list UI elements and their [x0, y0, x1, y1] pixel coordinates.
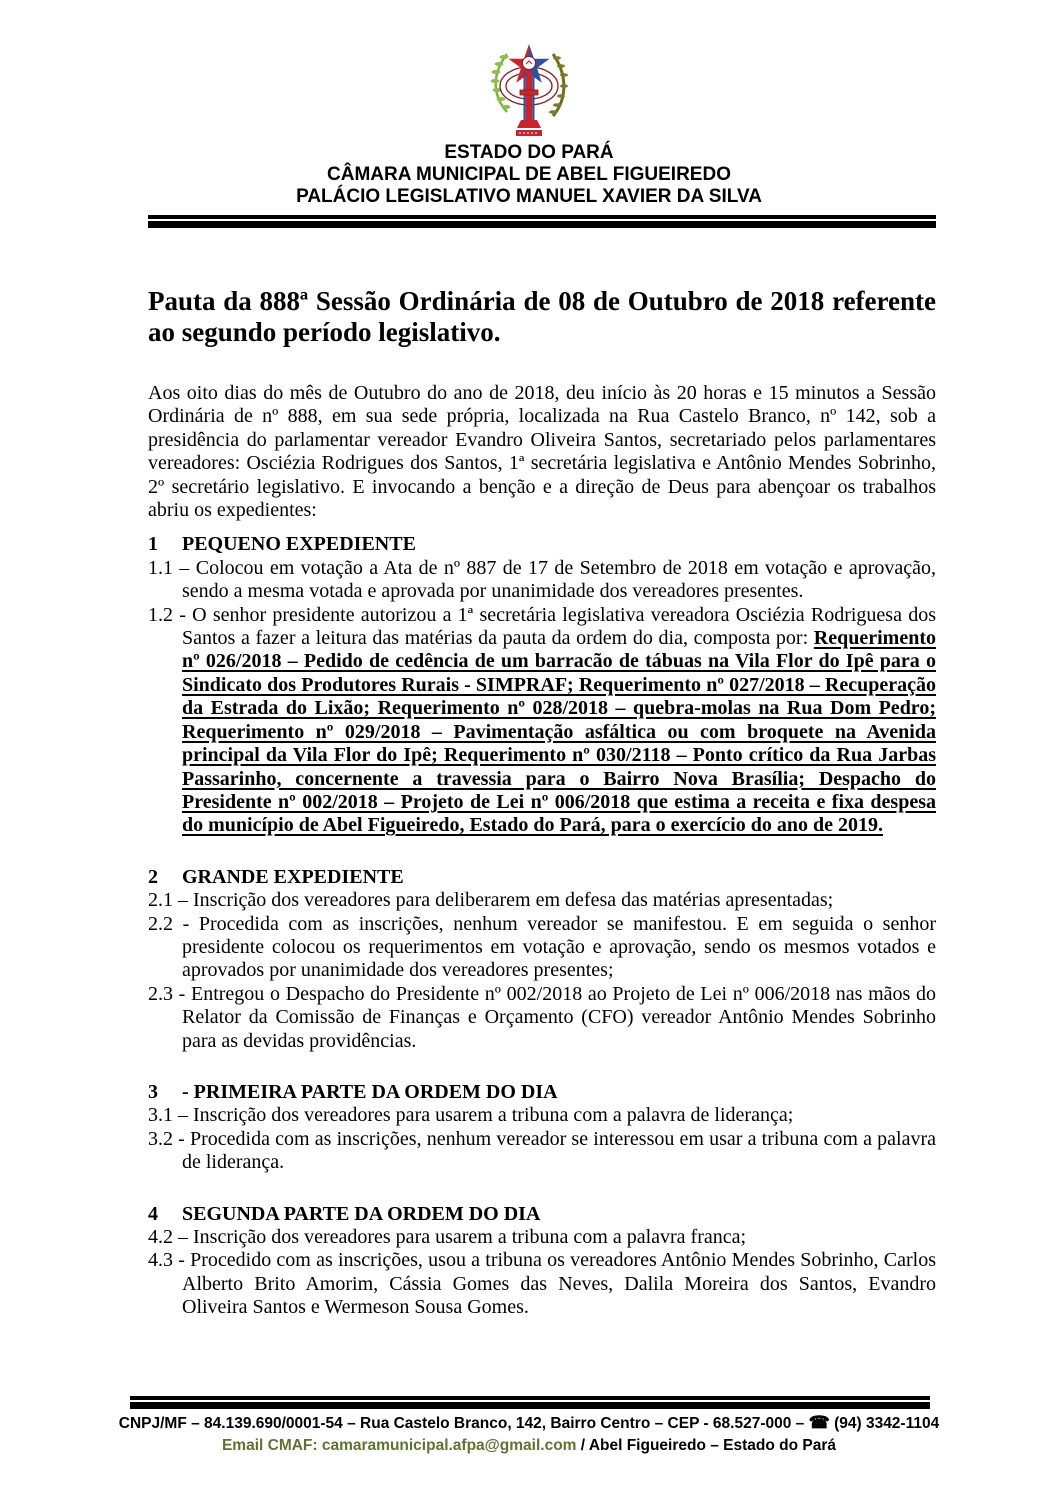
section-3 — [148, 1081, 936, 1175]
header-state-line: ESTADO DO PARÁ — [444, 142, 614, 163]
section-title: SEGUNDA PARTE DA ORDEM DO DIA — [182, 1202, 541, 1225]
intro-paragraph: Aos oito dias do mês de Outubro do ano de 2018, deu início às 20 horas e 15 minutos a Sessão Ordinária de nº 888, em sua sede própria, localizada na Rua Castelo Branco, nº 142, sob a presidência do parlamentar vereador Evandro Oliveira Santos, secretariado pelos parlamentares vereadores: Osciézia Rodrigues dos Santos, 1ª secretária legislativa e Antônio Mendes Sobrinho, 2º secretário legislativo. E invocando a benção e a direção de Deus para abençoar os trabalhos abriu os expedientes: — [148, 382, 936, 522]
footer-contact-line — [0, 1412, 1058, 1435]
item-text: Entregou o Despacho do Presidente nº 002/2018 ao Projeto de Lei nº 006/2018 nas mãos do Relator da Comissão de Finanças e Orçamento (CFO) vereador Antônio Mendes Sobrinho para as devidas providências. — [182, 982, 936, 1052]
item-text: Colocou em votação a Ata de nº 887 de 17 de Setembro de 2018 em votação e aprovação, sendo a mesma votada e aprovada por unanimidade dos vereadores presentes. — [182, 556, 936, 603]
section-number: 3 — [148, 1080, 158, 1103]
section-title: PEQUENO EXPEDIENTE — [182, 533, 416, 556]
section-title: GRANDE EXPEDIENTE — [182, 865, 404, 888]
section-heading — [148, 866, 936, 889]
item-number: 1.2 - — [148, 603, 193, 626]
footer-email-line — [0, 1435, 1058, 1457]
section-number: 4 — [148, 1202, 158, 1225]
agenda-item-3.2 — [148, 1128, 936, 1175]
section-1 — [148, 533, 936, 837]
document-body — [148, 286, 936, 1320]
item-number: 1.1 – — [148, 556, 196, 579]
item-number: 2.3 - — [148, 982, 191, 1005]
footer-city-state: / Abel Figueiredo – Estado do Pará — [576, 1437, 837, 1454]
section-heading — [148, 533, 936, 556]
item-number: 3.1 – — [148, 1104, 193, 1127]
section-heading — [148, 1081, 936, 1104]
section-title: - PRIMEIRA PARTE DA ORDEM DO DIA — [182, 1080, 558, 1103]
item-number: 3.2 - — [148, 1127, 190, 1150]
footer-phone-number: (94) 3342-1104 — [834, 1415, 940, 1432]
agenda-item-2.1 — [148, 889, 936, 912]
footer-cnpj-address: CNPJ/MF – 84.139.690/0001-54 – Rua Castelo Branco, 142, Bairro Centro – CEP - 68.527-000 – — [118, 1415, 805, 1432]
item-text: Inscrição dos vereadores para usarem a tribuna com a palavra de liderança; — [193, 1104, 794, 1127]
footer-double-rule — [130, 1396, 930, 1409]
item-text: Inscrição dos vereadores para deliberarem em defesa das matérias apresentadas; — [193, 889, 834, 912]
agenda-item-4.2 — [148, 1226, 936, 1249]
item-number: 4.2 – — [148, 1226, 193, 1248]
item-text: Procedida com as inscrições, nenhum vereador se manifestou. E em seguida o senhor presidente colocou os requerimentos em votação e aprovação, sendo os mesmos votados e aprovados por unanimidade dos vereadores presentes; — [182, 912, 936, 982]
agenda-item-1.2 — [148, 604, 936, 838]
agenda-item-2.2 — [148, 913, 936, 983]
agenda-item-2.3 — [148, 983, 936, 1053]
item-text: Inscrição dos vereadores para usarem a tribuna com a palavra franca; — [193, 1226, 747, 1248]
section-4 — [148, 1203, 936, 1320]
header-palace-line: PALÁCIO LEGISLATIVO MANUEL XAVIER DA SILVA — [296, 186, 762, 207]
footer-email: Email CMAF: camaramunicipal.afpa@gmail.com — [221, 1437, 577, 1454]
item-number: 2.1 – — [148, 889, 193, 912]
item-number: 2.2 - — [148, 912, 199, 935]
item-text: Procedido com as inscrições, usou a tribuna os vereadores Antônio Mendes Sobrinho, Carlos Alberto Brito Amorim, Cássia Gomes das Neves, Dalila Moreira dos Santos, Evandro Oliveira Santos e Wermeson Sousa Gomes. — [182, 1249, 936, 1319]
item-emphasis-underlined: Requerimento nº 026/2018 – Pedido de cedência de um barracão de tábuas na Vila Flor do Ipê para o Sindicato dos Produtores Rurais - SIMPRAF; Requerimento nº 027/2018 – Recuperação da Estrada do Lixão; Requerimento nº 028/2018 – quebra-molas na Rua Dom Pedro; Requerimento nº 029/2018 – Pavimentação asfáltica ou com broquete na Avenida principal da Vila Flor do Ipê; Requerimento nº 030/2118 – Ponto crítico da Rua Jarbas Passarinho, concernente a travessia para o Bairro Nova Brasília; Despacho do Presidente nº 002/2018 – Projeto de Lei nº 006/2018 que estima a receita e fixa despesa do município de Abel Figueiredo, Estado do Pará, para o exercício do ano de 2019. — [182, 627, 936, 837]
item-text: Procedida com as inscrições, nenhum vereador se interessou em usar a tribuna com a palavra de liderança. — [182, 1127, 936, 1174]
item-text: O senhor presidente autorizou a 1ª secretária legislativa vereadora Osciézia Rodriguesa dos Santos a fazer a leitura das matérias da pauta da ordem do dia, composta por: — [182, 603, 936, 650]
telephone-icon: ☎ — [808, 1413, 830, 1432]
coat-of-arms-icon — [469, 42, 589, 142]
coat-of-arms-logo — [469, 42, 589, 142]
agenda-item-1.1 — [148, 557, 936, 604]
header-double-rule — [148, 215, 936, 228]
section-number: 1 — [148, 533, 158, 556]
section-heading — [148, 1203, 936, 1226]
agenda-item-3.1 — [148, 1104, 936, 1127]
agenda-item-4.3 — [148, 1249, 936, 1319]
section-number: 2 — [148, 865, 158, 888]
page-title: Pauta da 888ª Sessão Ordinária de 08 de Outubro de 2018 referente ao segundo período legislativo. — [148, 286, 936, 347]
document-header — [0, 0, 1058, 228]
item-number: 4.3 - — [148, 1249, 191, 1272]
document-footer — [0, 1396, 1058, 1457]
agenda-sections — [148, 533, 936, 1319]
section-2 — [148, 866, 936, 1053]
header-chamber-line: CÂMARA MUNICIPAL DE ABEL FIGUEIREDO — [327, 164, 731, 185]
